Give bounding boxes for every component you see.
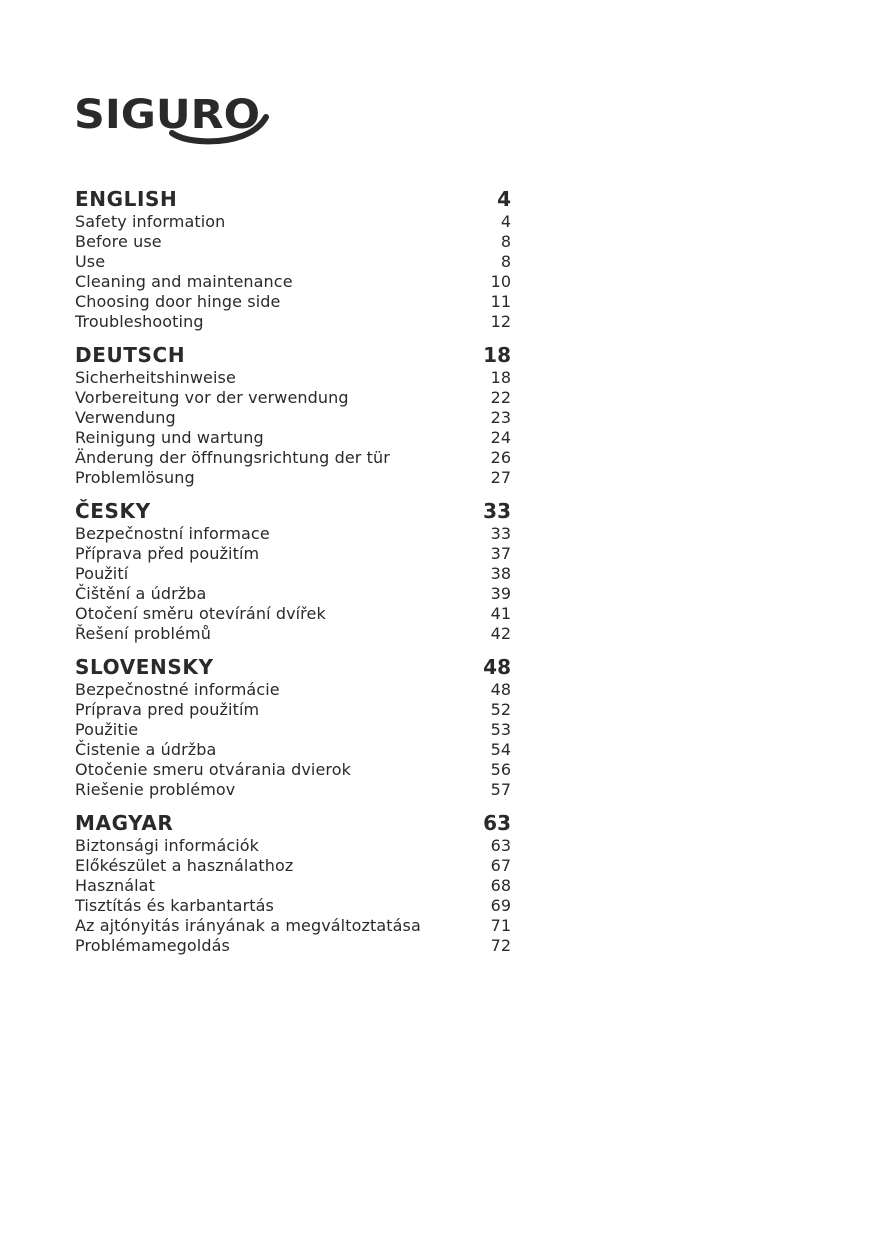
toc-entry	[75, 448, 511, 468]
section-title: ČESKY	[75, 499, 151, 523]
toc-entry	[75, 856, 511, 876]
section-title: DEUTSCH	[75, 343, 186, 367]
toc-entry	[75, 388, 511, 408]
toc-entry	[75, 292, 511, 312]
entry-page-number: 39	[490, 584, 511, 603]
toc-entry	[75, 896, 511, 916]
entry-page-number: 68	[490, 876, 511, 895]
toc	[75, 187, 511, 967]
entry-label: Vorbereitung vor der verwendung	[75, 388, 349, 407]
entry-label: Cleaning and maintenance	[75, 272, 293, 291]
entry-page-number: 8	[500, 252, 511, 271]
entry-label: Use	[75, 252, 106, 271]
entry-page-number: 33	[490, 524, 511, 543]
entry-label: Before use	[75, 232, 162, 251]
entry-page-number: 63	[490, 836, 511, 855]
entry-page-number: 52	[490, 700, 511, 719]
section-title: MAGYAR	[75, 811, 174, 835]
entry-page-number: 22	[490, 388, 511, 407]
section-page-number: 48	[483, 655, 511, 679]
toc-entry	[75, 312, 511, 332]
toc-section	[75, 187, 511, 332]
entry-page-number: 67	[490, 856, 511, 875]
entry-label: Änderung der öffnungsrichtung der tür	[75, 448, 390, 467]
entry-page-number: 71	[490, 916, 511, 935]
toc-entry	[75, 428, 511, 448]
section-page-number: 18	[483, 343, 511, 367]
entry-label: Čistenie a údržba	[75, 740, 217, 759]
entry-page-number: 10	[490, 272, 511, 291]
toc-entry-list	[75, 836, 511, 956]
entry-label: Příprava před použitím	[75, 544, 260, 563]
toc-entry	[75, 624, 511, 644]
toc-entry	[75, 604, 511, 624]
toc-entry	[75, 936, 511, 956]
entry-page-number: 18	[490, 368, 511, 387]
toc-entry-list	[75, 212, 511, 332]
toc-entry-list	[75, 524, 511, 644]
entry-label: Problemlösung	[75, 468, 195, 487]
entry-label: Az ajtónyitás irányának a megváltoztatása	[75, 916, 421, 935]
entry-label: Čištění a údržba	[75, 584, 207, 603]
toc-entry-list	[75, 680, 511, 800]
entry-page-number: 48	[490, 680, 511, 699]
entry-label: Bezpečnostné informácie	[75, 680, 280, 699]
toc-entry-list	[75, 368, 511, 488]
toc-entry	[75, 368, 511, 388]
entry-label: Tisztítás és karbantartás	[75, 896, 274, 915]
entry-page-number: 27	[490, 468, 511, 487]
entry-page-number: 56	[490, 760, 511, 779]
section-title: ENGLISH	[75, 187, 178, 211]
toc-section	[75, 811, 511, 956]
toc-section	[75, 499, 511, 644]
entry-page-number: 37	[490, 544, 511, 563]
toc-section	[75, 655, 511, 800]
entry-page-number: 57	[490, 780, 511, 799]
toc-section-header	[75, 655, 511, 679]
entry-label: Otočení směru otevírání dvířek	[75, 604, 326, 623]
entry-label: Použitie	[75, 720, 139, 739]
entry-label: Előkészület a használathoz	[75, 856, 294, 875]
toc-section-header	[75, 343, 511, 367]
entry-label: Reinigung und wartung	[75, 428, 264, 447]
toc-entry	[75, 720, 511, 740]
entry-page-number: 38	[490, 564, 511, 583]
entry-page-number: 42	[490, 624, 511, 643]
entry-page-number: 69	[490, 896, 511, 915]
entry-label: Safety information	[75, 212, 226, 231]
entry-label: Biztonsági információk	[75, 836, 260, 855]
entry-label: Troubleshooting	[75, 312, 204, 331]
toc-entry	[75, 272, 511, 292]
toc-entry	[75, 836, 511, 856]
toc-section-header	[75, 187, 511, 211]
section-page-number: 4	[497, 187, 511, 211]
section-title: SLOVENSKY	[75, 655, 214, 679]
entry-label: Bezpečnostní informace	[75, 524, 270, 543]
entry-page-number: 53	[490, 720, 511, 739]
toc-section-header	[75, 499, 511, 523]
toc-entry	[75, 680, 511, 700]
brand-wordmark: SIGURO	[74, 96, 260, 138]
entry-page-number: 23	[490, 408, 511, 427]
entry-page-number: 26	[490, 448, 511, 467]
toc-entry	[75, 760, 511, 780]
toc-entry	[75, 740, 511, 760]
toc-entry	[75, 876, 511, 896]
entry-page-number: 11	[490, 292, 511, 311]
entry-page-number: 8	[500, 232, 511, 251]
toc-entry	[75, 780, 511, 800]
entry-label: Problémamegoldás	[75, 936, 230, 955]
toc-entry	[75, 232, 511, 252]
entry-page-number: 24	[490, 428, 511, 447]
entry-label: Verwendung	[75, 408, 176, 427]
toc-entry	[75, 544, 511, 564]
entry-label: Príprava pred použitím	[75, 700, 260, 719]
toc-entry	[75, 700, 511, 720]
section-page-number: 63	[483, 811, 511, 835]
entry-page-number: 72	[490, 936, 511, 955]
toc-entry	[75, 584, 511, 604]
entry-page-number: 4	[500, 212, 511, 231]
toc-entry	[75, 916, 511, 936]
entry-label: Használat	[75, 876, 155, 895]
entry-label: Otočenie smeru otvárania dvierok	[75, 760, 351, 779]
entry-label: Choosing door hinge side	[75, 292, 281, 311]
entry-page-number: 12	[490, 312, 511, 331]
entry-label: Sicherheitshinweise	[75, 368, 236, 387]
toc-entry	[75, 212, 511, 232]
toc-section-header	[75, 811, 511, 835]
siguro-logo	[74, 96, 270, 146]
entry-label: Řešení problémů	[75, 624, 211, 643]
entry-label: Riešenie problémov	[75, 780, 236, 799]
toc-section	[75, 343, 511, 488]
toc-entry	[75, 252, 511, 272]
entry-page-number: 54	[490, 740, 511, 759]
toc-entry	[75, 564, 511, 584]
toc-entry	[75, 468, 511, 488]
toc-entry	[75, 408, 511, 428]
section-page-number: 33	[483, 499, 511, 523]
toc-entry	[75, 524, 511, 544]
entry-page-number: 41	[490, 604, 511, 623]
entry-label: Použití	[75, 564, 129, 583]
